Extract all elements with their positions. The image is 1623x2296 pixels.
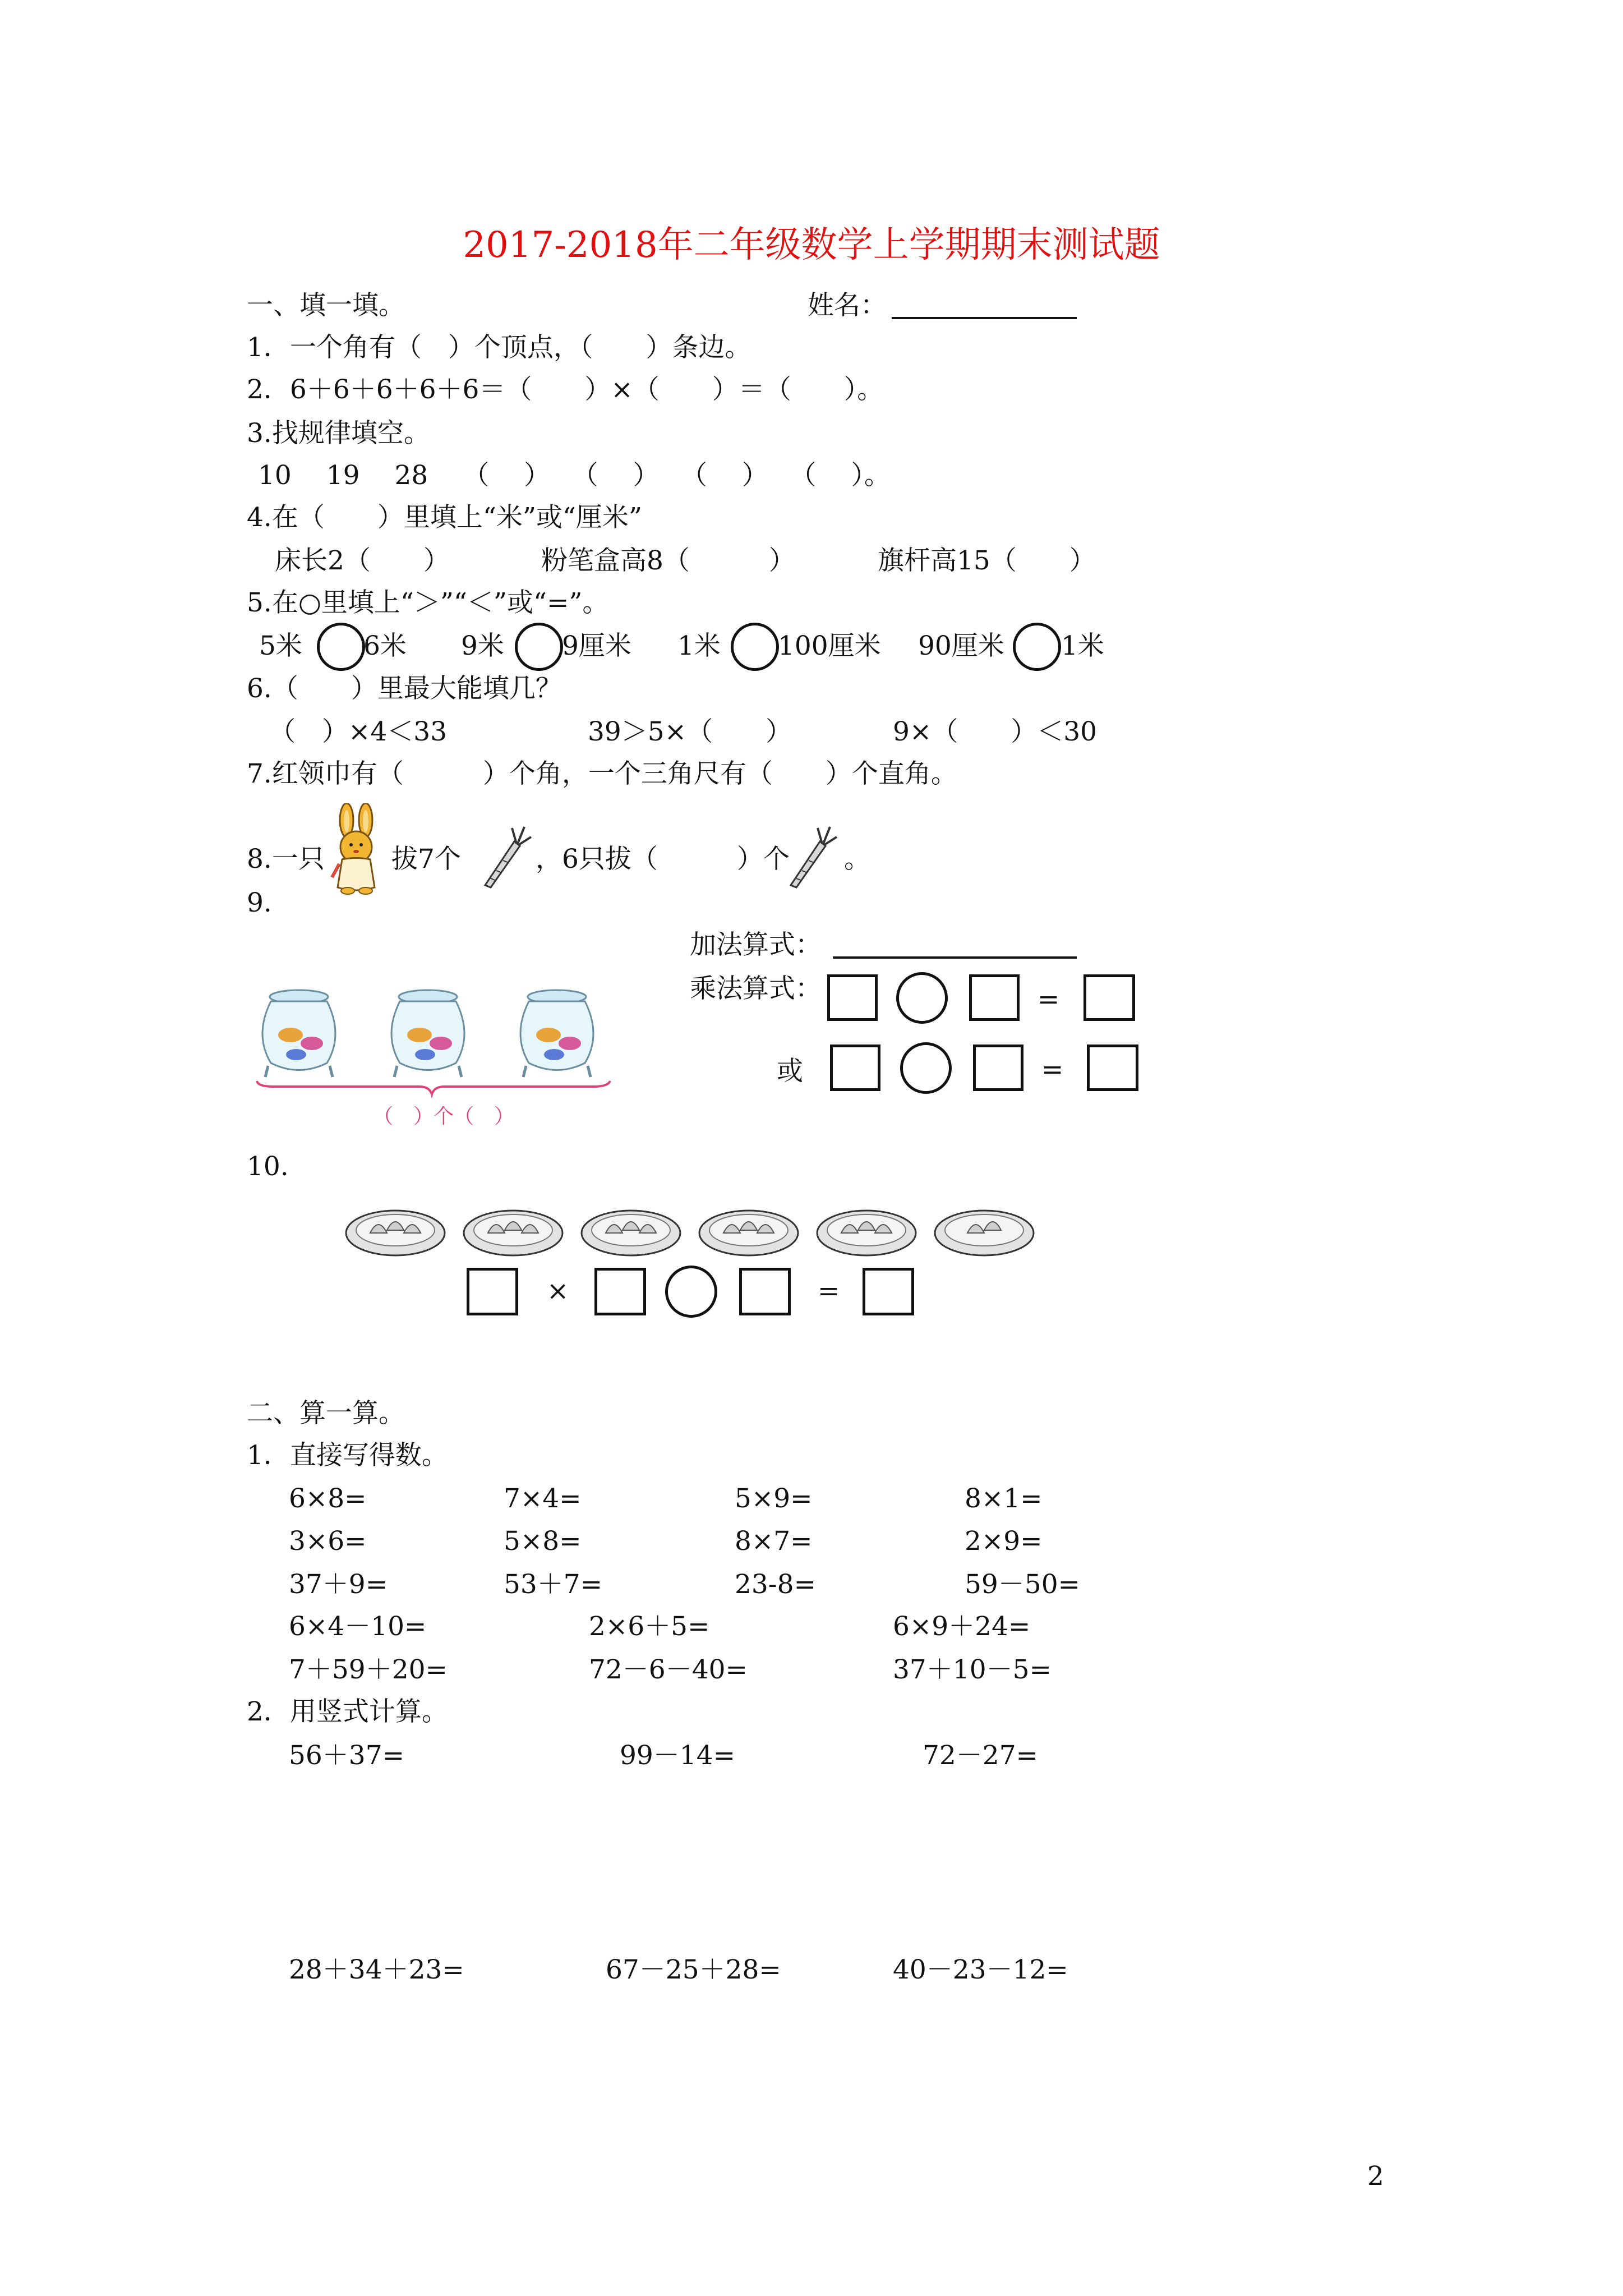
multiplication-label: 乘法算式： [690, 973, 822, 1004]
answer-box[interactable] [863, 1268, 914, 1315]
fishbowl-icon [262, 990, 335, 1077]
answer-box[interactable] [1083, 974, 1135, 1021]
calc-item: 53＋7= [504, 1569, 603, 1600]
calc-item: 37＋9= [289, 1569, 388, 1600]
q5-item: 1米 [1061, 631, 1104, 661]
name-label: 姓名： [808, 290, 887, 321]
q5-item: 6米 [363, 631, 407, 661]
calc-item: 23-8= [735, 1569, 816, 1600]
answer-box[interactable] [594, 1268, 646, 1315]
rabbit-icon [325, 803, 387, 896]
vertical-calc-item: 28＋34＋23= [289, 1954, 464, 1985]
answer-box[interactable] [1087, 1045, 1138, 1091]
answer-box[interactable] [973, 1045, 1023, 1091]
question-8-suffix: ，6只拔（ ）个 [536, 844, 790, 875]
question-2: 2．6＋6＋6＋6＋6＝（ ）×（ ）＝（ ）。 [247, 374, 884, 405]
question-3-sequence: 10 19 28 （ ） （ ） （ ） （ ）。 [258, 460, 891, 491]
question-1: 1．一个角有（ ）个顶点，（ ）条边。 [247, 332, 751, 363]
q5-item: 9米 [461, 631, 504, 661]
section-1-heading: 一、填一填。 [247, 290, 405, 321]
calc-item: 6×4－10= [289, 1611, 427, 1642]
vertical-calc-item: 40－23－12= [893, 1954, 1068, 1985]
question-10: 10. [247, 1151, 289, 1182]
calc-item: 7×4= [504, 1483, 582, 1514]
calc-item: 5×9= [735, 1483, 813, 1514]
question-6-c: 9×（ ）＜30 [893, 716, 1098, 747]
answer-box[interactable] [830, 1045, 880, 1091]
dumpling-plate-icon [935, 1211, 1034, 1255]
vertical-calc-item: 99－14= [620, 1740, 735, 1771]
addition-label: 加法算式： [690, 930, 822, 960]
equals-sign: = [818, 1276, 840, 1306]
question-9: 9. [247, 887, 272, 918]
section-2-heading: 二、算一算。 [247, 1398, 405, 1429]
question-4: 4.在（ ）里填上“米”或“厘米” [247, 502, 642, 533]
answer-box[interactable] [739, 1268, 791, 1315]
compare-circle[interactable] [317, 623, 365, 671]
fishbowl-brace-label: （ ）个（ ） [373, 1105, 515, 1128]
q5-item: 1米 [677, 631, 721, 661]
answer-box[interactable] [969, 974, 1020, 1021]
vertical-calc-item: 72－27= [923, 1740, 1038, 1771]
compare-circle[interactable] [515, 623, 563, 671]
calc-item: 6×8= [289, 1483, 367, 1514]
question-7: 7.红领巾有（ ）个角，一个三角尺有（ ）个直角。 [247, 758, 957, 789]
question-4-flagpole: 旗杆高15（ ） [878, 545, 1096, 576]
question-6: 6.（ ）里最大能填几？ [247, 673, 562, 704]
answer-box[interactable] [467, 1268, 518, 1315]
dumpling-plate-icon [817, 1211, 916, 1255]
fishbowl-icon [520, 990, 593, 1077]
q5-item: 100厘米 [778, 631, 881, 661]
q5-item: 9厘米 [562, 631, 631, 661]
calc-item: 8×7= [735, 1526, 813, 1557]
carrot-icon [785, 825, 838, 889]
calc-item: 59－50= [965, 1569, 1080, 1600]
compare-circle[interactable] [731, 623, 779, 671]
q5-item: 90厘米 [918, 631, 1004, 661]
name-field[interactable] [892, 317, 1077, 319]
question-3: 3.找规律填空。 [247, 418, 430, 449]
page-number: 2 [1367, 2161, 1384, 2192]
dumpling-plate-icon [582, 1211, 680, 1255]
calc-item: 37＋10－5= [893, 1654, 1052, 1685]
or-label: 或 [777, 1056, 803, 1087]
question-6-a: （ ）×4＜33 [269, 716, 448, 747]
section-2-sub-1: 1．直接写得数。 [247, 1440, 448, 1471]
calc-item: 2×6＋5= [589, 1611, 710, 1642]
calc-item: 5×8= [504, 1526, 582, 1557]
fishbowl-icon [391, 990, 464, 1077]
page-title: 2017-2018年二年级数学上学期期末测试题 [463, 224, 1160, 266]
operator-circle[interactable] [900, 1042, 952, 1094]
times-sign: × [547, 1276, 569, 1306]
q5-item: 5米 [259, 631, 302, 661]
dumpling-plate-icon [699, 1211, 798, 1255]
question-8-middle: 拔7个 [391, 844, 461, 875]
question-4-bed: 床长2（ ） [275, 545, 450, 576]
operator-circle[interactable] [896, 972, 948, 1024]
calc-item: 7＋59＋20= [289, 1654, 448, 1685]
question-4-chalkbox: 粉笔盒高8（ ） [541, 545, 795, 576]
brace-icon [257, 1081, 610, 1094]
dumpling-plate-icon [464, 1211, 562, 1255]
calc-item: 8×1= [965, 1483, 1043, 1514]
dumpling-plates [345, 1199, 1040, 1261]
answer-box[interactable] [827, 974, 878, 1021]
calc-item: 2×9= [965, 1526, 1043, 1557]
equals-sign: = [1038, 984, 1060, 1015]
calc-item: 72－6－40= [589, 1654, 748, 1685]
question-8-prefix: 8.一只 [247, 844, 325, 875]
calc-item: 3×6= [289, 1526, 367, 1557]
vertical-calc-item: 56＋37= [289, 1740, 404, 1771]
addition-answer-line[interactable] [833, 956, 1077, 959]
section-2-sub-2: 2．用竖式计算。 [247, 1696, 448, 1727]
vertical-calc-item: 67－25＋28= [606, 1954, 781, 1985]
operator-circle[interactable] [665, 1266, 717, 1318]
carrot-icon [479, 825, 533, 889]
calc-item: 6×9＋24= [893, 1611, 1031, 1642]
compare-circle[interactable] [1013, 623, 1061, 671]
question-6-b: 39＞5×（ ） [588, 716, 792, 747]
question-5: 5.在○里填上“＞”“＜”或“=”。 [247, 587, 609, 618]
question-8-end: 。 [844, 844, 870, 875]
equals-sign: = [1041, 1054, 1064, 1085]
dumpling-plate-icon [346, 1211, 445, 1255]
